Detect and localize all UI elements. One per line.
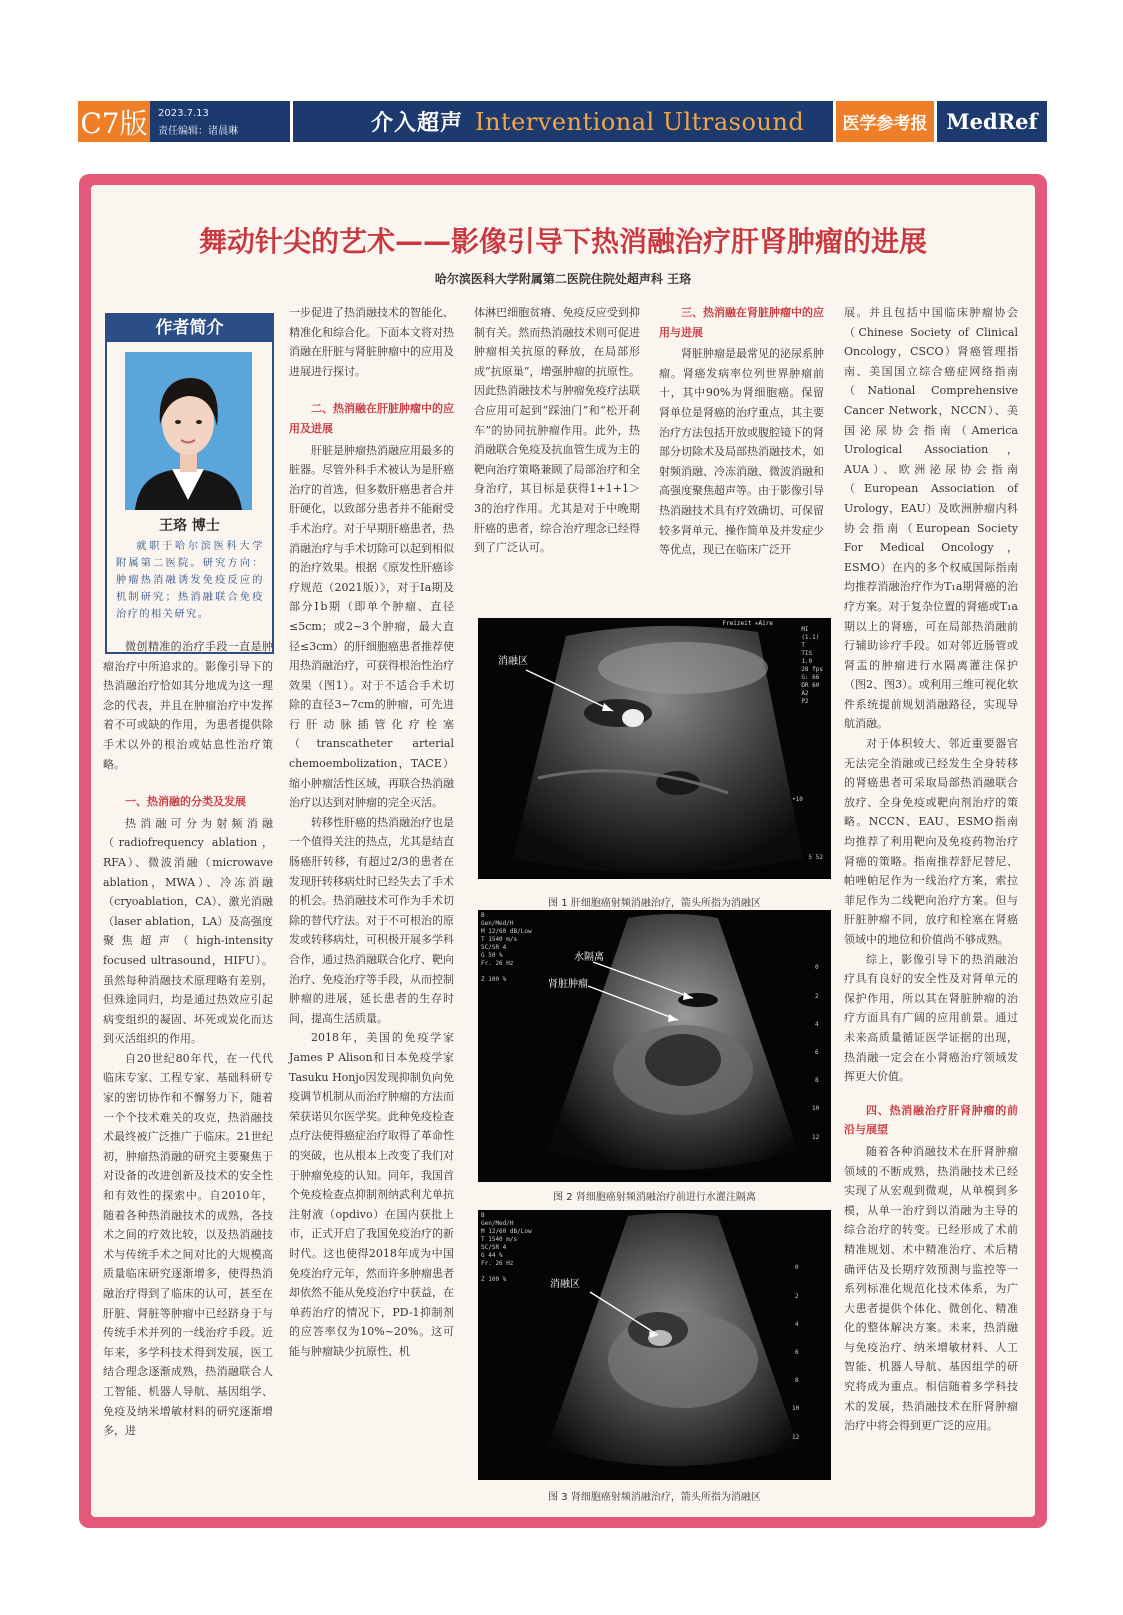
figure-2-ultrasound [478, 910, 831, 1182]
section-heading-2: 二、热消融在肝脏肿瘤中的应用及进展 [289, 402, 454, 435]
brand-name-cn: 医学参考报 [836, 101, 934, 142]
paragraph: 微创精准的治疗手段一直是肿瘤治疗中所追求的。影像引导下的热消融治疗恰如其分地成为这一理念的代表，并且在肿瘤治疗中发挥着不可或缺的作用，为患者提供除手术以外的根治或姑息性治疗策略。 [103, 640, 273, 771]
figure-2-tick: 2 [815, 993, 819, 1000]
paragraph: 转移性肝癌的热消融治疗也是一个值得关注的热点，尤其是结直肠癌肝转移，有超过2/3的患者在发现肝转移病灶时已经失去了手术的机会。热消融技术可作为手术切除的替代疗法。对于不可根治的原发或转移病灶，可积极开展多学科合作，通过热消融联合化疗、靶向治疗、免疫治疗等手段，从而控制肿瘤的进展，延长患者的生存时间，提高生活质量。 [289, 815, 454, 1025]
author-bio: 就职于哈尔滨医科大学附属第二医院。研究方向：肿瘤热消融诱发免疫反应的机制研究；热消融联合免疫治疗的相关研究。 [116, 541, 264, 620]
section-title-cn: 介入超声 [371, 110, 464, 136]
figure-2-tick: 10 [812, 1105, 820, 1112]
column-3 [474, 303, 640, 558]
figure-2-tick: 12 [812, 1134, 820, 1141]
paragraph: 随着各种消融技术在肝肾肿瘤领域的不断成熟，热消融技术已经实现了从宏观到微观，从单模到多模，从单一治疗到以消融为主导的综合治疗的转变。已经形成了术前精准规划、术中精准治疗、术后精确评估及长期疗效预测与监控等一系列标准化规范化技术体系，为广大患者提供个体化、微创化、精准化的整体解决方案。未来，热消融与免疫治疗、纳米增敏材料、人工智能、机器人导航、基因组学的研究将成为重点。相信随着多学科技术的发展，热消融技术在肝肾肿瘤治疗中将会得到更广泛的应用。 [844, 1144, 1018, 1433]
column-1 [103, 637, 273, 1441]
figure-1-marker: 5 52 [808, 854, 823, 861]
figure-3-zoom: Z 100 % [481, 1276, 507, 1283]
figure-2-caption: 图 2 肾细胞癌射频消融治疗前进行水灌注隔离 [553, 1192, 756, 1203]
figure-3-ultrasound [478, 1210, 831, 1480]
paragraph: 展。并且包括中国临床肿瘤协会（Chinese Society of Clinical Oncology，CSCO）肾癌管理指南、美国国立综合癌症网络指南（National Comprehensive Cancer Network，NCCN）、美国泌尿协会指南（America Urological Association，AUA）、欧洲泌尿协会指南（European Association of Urology，EAU）及欧洲肿瘤内科协会指南（European Society For Medical Oncology，ESMO）在内的多个权威国际指南均推荐消融治疗作为T₁a期肾癌的治疗方案。对于复杂位置的肾癌或T₁a期以上的肾癌，可在局部热消融前行辅助诊疗手段。如对邻近肠管或肾盂的肿瘤进行水隔离灌注保护（图2、图3）。或利用三维可视化软件系统提前规划消融路径，实现导航消融。 [844, 306, 1018, 731]
paragraph: 热消融可分为射频消融（radiofrequency ablation，RFA）、微波消融（microwave ablation，MWA）、冷冻消融（cryoablation，CA）、激光消融（laser ablation，LA）及高强度聚焦超声（high-intensity focused ultrasound，HIFU）。虽然每种消融技术原理略有差别，但殊途同归，均是通过热效应引起病变组织的凝固、坏死或炭化而达到灭活组织的作用。 [103, 816, 273, 1046]
paragraph: 肝脏是肿瘤热消融应用最多的脏器。尽管外科手术被认为是肝癌治疗的首选，但多数肝癌患者合并肝硬化，以致部分患者并不能耐受手术治疗。对于早期肝癌患者，热消融治疗与手术切除可以起到相似的治疗效果。根据《原发性肝癌诊疗规范（2021版）》，对于Ⅰa期及部分Ⅰb期（即单个肿瘤、直径≤5cm；或2~3个肿瘤，最大直径≤3cm）的肝细胞癌患者推荐使用热消融治疗，可获得根治性治疗效果（图1）。对于不适合手术切除的直径3~7cm的肿瘤，可先进行肝动脉插管化疗栓塞（transcatheter arterial chemoembolization，TACE）缩小肿瘤活性区域，再联合热消融治疗以达到对肿瘤的完全灭活。 [289, 443, 454, 810]
figure-3-tick: 12 [792, 1434, 800, 1441]
issue-date: 2023.7.13 [158, 108, 209, 119]
figure-1-depth: •10 [792, 796, 803, 803]
section-heading-1: 一、热消融的分类及发展 [125, 795, 246, 809]
author-box-title: 作者简介 [107, 315, 272, 342]
figure-1-ultrasound [478, 618, 831, 879]
figure-2-label-water: 水隔离 [574, 952, 604, 963]
figure-3-tick: 10 [792, 1405, 800, 1412]
figure-3-caption: 图 3 肾细胞癌射频消融治疗，箭头所指为消融区 [548, 1492, 761, 1503]
section-title-bar [293, 101, 833, 142]
figure-1-readout: MI (1.1) T TIS 1.0 28 fps G: 66 DR 60 A2 P2 [801, 626, 823, 705]
figure-3-tick: 4 [795, 1321, 799, 1328]
figure-2-tick: 6 [815, 1049, 819, 1056]
issue-info [150, 101, 290, 142]
figure-3-tick: 8 [795, 1377, 799, 1384]
section-title-en: Interventional Ultrasound [475, 107, 805, 136]
paragraph: 自20世纪80年代，在一代代临床专家、工程专家、基础科研专家的密切协作和不懈努力下，随着一个个技术难关的攻克，热消融技术最终被广泛推广于临床。21世纪初，肿瘤热消融的研究主要聚焦于对设备的改进创新及技术的安全性和有效性的探索中。自2010年，随着各种热消融技术的成熟，各技术之间的疗效比较，以及热消融技术与传统手术之间对比的大规模高质量临床研究逐渐增多，使得热消融治疗得到了临床的认可，甚至在肝脏、肾脏等肿瘤中已经跻身于与传统手术并列的一线治疗手段。近年来，多学科技术得到发展，医工结合理念逐渐成熟，热消融联合人工智能、机器人导航、基因组学、免疫及纳米增敏材料的研究逐渐增多，进 [103, 1051, 273, 1438]
edition-badge: C7版 [78, 101, 150, 142]
brand-name-en: MedRef [937, 101, 1047, 142]
column-2 [289, 303, 454, 1361]
figure-3-label-ablation: 消融区 [550, 1279, 580, 1290]
author-name: 王珞 博士 [159, 518, 220, 534]
column-5 [844, 303, 1018, 1436]
figure-2-info: B Gen/Med/H M 12/60 dB/Low T 1540 m/s SC/SR 4 G 50 % Fr. 26 Hz [481, 912, 532, 967]
figure-1-caption: 图 1 肝细胞癌射频消融治疗，箭头所指为消融区 [548, 898, 761, 909]
issue-editor: 责任编辑：诸晨琳 [158, 126, 238, 137]
paragraph: 对于体积较大、邻近重要器官无法完全消融或已经发生全身转移的肾癌患者可采取局部热消融联合放疗、全身免疫或靶向剂治疗的策略。NCCN、EAU、ESMO指南均推荐了利用靶向及免疫药物治疗肾癌的策略。指南推荐舒尼替尼、帕唑帕尼作为一线治疗方案，索拉菲尼作为二线靶向治疗方案。但与肝脏肿瘤不同，放疗和栓塞在肾癌领域中的地位和价值尚不够成熟。 [844, 737, 1018, 946]
figure-3-info: B Gen/Med/H M 12/60 dB/Low T 1540 m/s SC/SR 4 G 44 % Fr. 26 Hz [481, 1212, 532, 1267]
figure-2-label-tumor: 肾脏肿瘤 [548, 979, 588, 990]
figure-1-label-ablation: 消融区 [498, 656, 528, 667]
author-photo [125, 352, 252, 510]
article-title: 舞动针尖的艺术——影像引导下热消融治疗肝肾肿瘤的进展 [198, 225, 927, 258]
paragraph: 肾脏肿瘤是最常见的泌尿系肿瘤。肾癌发病率位列世界肿瘤前十，其中90%为肾细胞癌。保留肾单位是肾癌的治疗重点，其主要治疗方法包括开放或腹腔镜下的肾部分切除术及局部热消融技术，如射频消融、冷冻消融、微波消融和高强度聚焦超声等。由于影像引导热消融技术具有疗效确切、可保留较多肾单元、操作简单及并发症少等优点，现已在临床广泛开 [659, 347, 824, 557]
section-heading-3: 三、热消融在肾脏肿瘤中的应用与进展 [659, 306, 824, 339]
article-byline: 哈尔滨医科大学附属第二医院住院处超声科 王珞 [434, 272, 692, 286]
column-4 [659, 303, 824, 560]
figure-2-tick: 4 [815, 1021, 819, 1028]
paragraph: 体淋巴细胞贫瘠、免疫反应受到抑制有关。然而热消融技术则可促进肿瘤相关抗原的释放，在局部形成“抗原巢”，增强肿瘤的抗原性。因此热消融技术与肿瘤免疫疗法联合应用可起到“踩油门”和“松开刹车”的协同抗肿瘤作用。此外，热消融联合免疫及抗血管生成为主的靶向治疗策略兼顾了局部治疗和全身治疗，其目标是获得1+1+1＞3的治疗作用。尤其是对于中晚期肝癌的患者，综合治疗理念已经得到了广泛认可。 [474, 306, 640, 555]
figure-2-tick: 0 [815, 964, 819, 971]
figure-3-tick: 6 [795, 1349, 799, 1356]
paragraph: 2018年，美国的免疫学家James P Alison和日本免疫学家Tasuku Honjo因发现抑制负向免疫调节机制从而治疗肿瘤的方法而荣获诺贝尔医学奖。此种免疫检查点疗法使得癌症治疗取得了革命性的突破，也从根本上改变了我们对于肿瘤免疫的认知。同年，我国首个免疫检查点抑制剂纳武利尤单抗注射液（opdivo）在国内获批上市，正式开启了我国免疫治疗的新时代。这也使得2018年成为中国免疫治疗元年，然而许多肿瘤患者却依然不能从免疫治疗中获益，在单药治疗的情况下，PD-1抑制剂的应答率仅为10%~20%。这可能与肿瘤缺少抗原性、机 [289, 1031, 454, 1358]
figure-2-tick: 8 [815, 1077, 819, 1084]
figure-3-tick: 2 [795, 1293, 799, 1300]
figure-1-brand: Freizeit ✳Aire [722, 620, 773, 627]
figure-3-tick: 0 [795, 1264, 799, 1271]
paragraph: 一步促进了热消融技术的智能化、精准化和综合化。下面本文将对热消融在肝脏与肾脏肿瘤中的应用及进展进行探讨。 [289, 306, 454, 378]
section-heading-4: 四、热消融治疗肝肾肿瘤的前沿与展望 [844, 1103, 1018, 1137]
figure-2-zoom: Z 100 % [481, 976, 507, 983]
paragraph: 综上，影像引导下的热消融治疗具有良好的安全性及对肾单元的保护作用，所以其在肾脏肿瘤的治疗方面具有广阔的应用前景。通过未来高质量循证医学证据的出现，热消融一定会在小肾癌治疗领域发挥更大价值。 [844, 952, 1018, 1084]
